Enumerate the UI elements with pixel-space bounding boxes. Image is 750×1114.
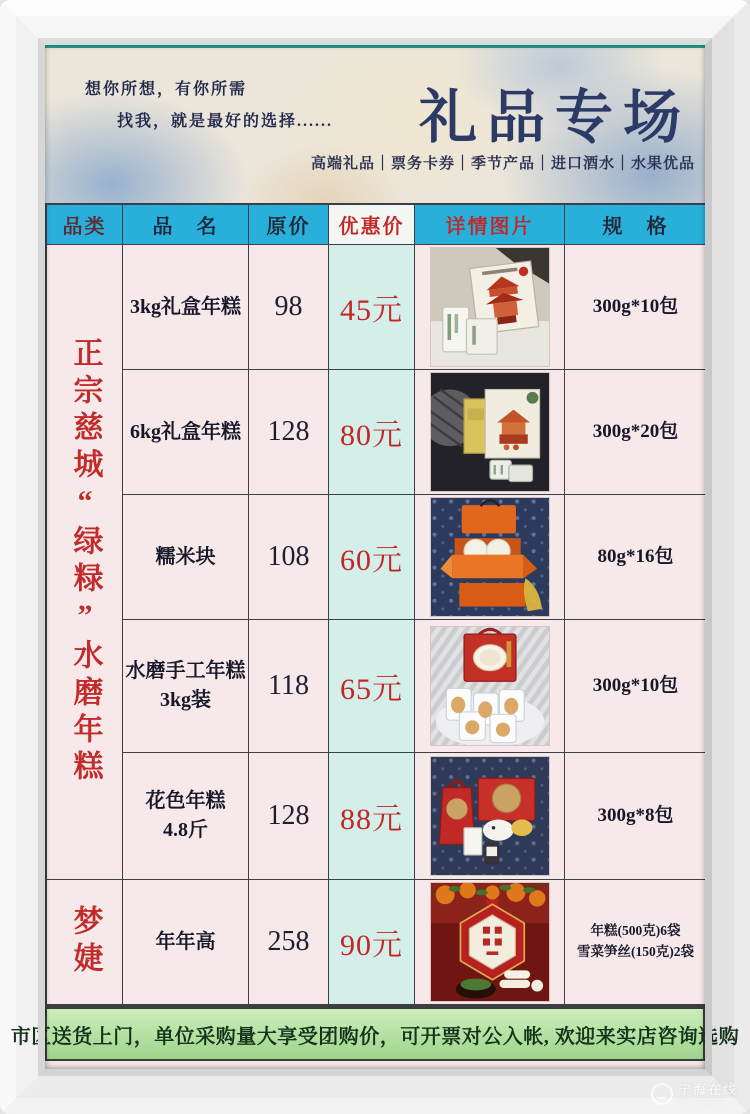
product-name: 年年高 xyxy=(155,930,216,953)
col-header-sale-price: 优惠价 xyxy=(329,205,415,245)
col-header-original-price: 原价 xyxy=(249,205,329,245)
sale-price-cell: 65元 xyxy=(329,620,415,753)
slogan-line-1: 想你所想，有你所需 xyxy=(85,81,248,98)
watermark-site-name: 宁海在线 xyxy=(677,1081,738,1097)
sale-price-cell: 80元 xyxy=(329,370,415,495)
sale-price-cell: 45元 xyxy=(329,245,415,370)
sale-price-cell: 90元 xyxy=(329,880,415,1005)
product-name: 花色年糕 xyxy=(145,790,226,812)
product-name: 水磨手工年糕 xyxy=(125,660,246,682)
product-name-line2: 4.8斤 xyxy=(163,819,208,841)
poster-subtitle: 高端礼品｜票务卡券｜季节产品｜进口酒水｜水果优品 xyxy=(310,156,695,172)
spec-text: 年糕(500克)6袋 xyxy=(590,923,681,939)
spec-text: 300g*20包 xyxy=(592,420,679,442)
col-header-detail-photo: 详情图片 xyxy=(415,205,565,245)
picture-frame-lip xyxy=(38,38,712,1076)
sale-price-cell: 60元 xyxy=(329,495,415,620)
category-label-vertical: 正宗慈城“绿粶”水磨年糕 xyxy=(68,337,102,787)
footer-notice-text: 市区送货上门，单位采购量大享受团购价，可开票对公入帐, 欢迎来实店咨询选购 xyxy=(10,1025,740,1048)
site-watermark xyxy=(651,1083,738,1106)
site-logo-icon xyxy=(651,1083,673,1105)
original-price-cell: 108 xyxy=(249,495,329,620)
sale-price-cell: 88元 xyxy=(329,753,415,880)
spec-text: 300g*10包 xyxy=(592,295,679,317)
product-name: 3kg礼盒年糕 xyxy=(129,295,242,318)
slogan-line-2: 找我，就是最好的选择...... xyxy=(117,113,334,130)
product-name: 6kg礼盒年糕 xyxy=(129,420,242,443)
watermark-site-url: www.nhzj.com xyxy=(677,1096,727,1106)
spec-text-line2: 雪菜笋丝(150克)2袋 xyxy=(577,944,694,959)
original-price-cell: 128 xyxy=(249,370,329,495)
original-price-cell: 128 xyxy=(249,753,329,880)
col-header-spec: 规 格 xyxy=(565,205,707,245)
original-price-cell: 118 xyxy=(249,620,329,753)
original-price-cell: 98 xyxy=(249,245,329,370)
category-label-vertical: 梦婕 xyxy=(68,905,102,979)
product-name-line2: 3kg装 xyxy=(159,689,212,711)
spec-text: 80g*16包 xyxy=(597,545,674,567)
spec-text: 300g*8包 xyxy=(597,804,674,826)
col-header-product-name: 品 名 xyxy=(123,205,249,245)
original-price-cell: 258 xyxy=(249,880,329,1005)
product-name: 糯米块 xyxy=(155,545,216,568)
col-header-category: 品类 xyxy=(47,205,123,245)
spec-text: 300g*10包 xyxy=(592,674,679,696)
poster-title: 礼品专场 xyxy=(418,85,691,150)
